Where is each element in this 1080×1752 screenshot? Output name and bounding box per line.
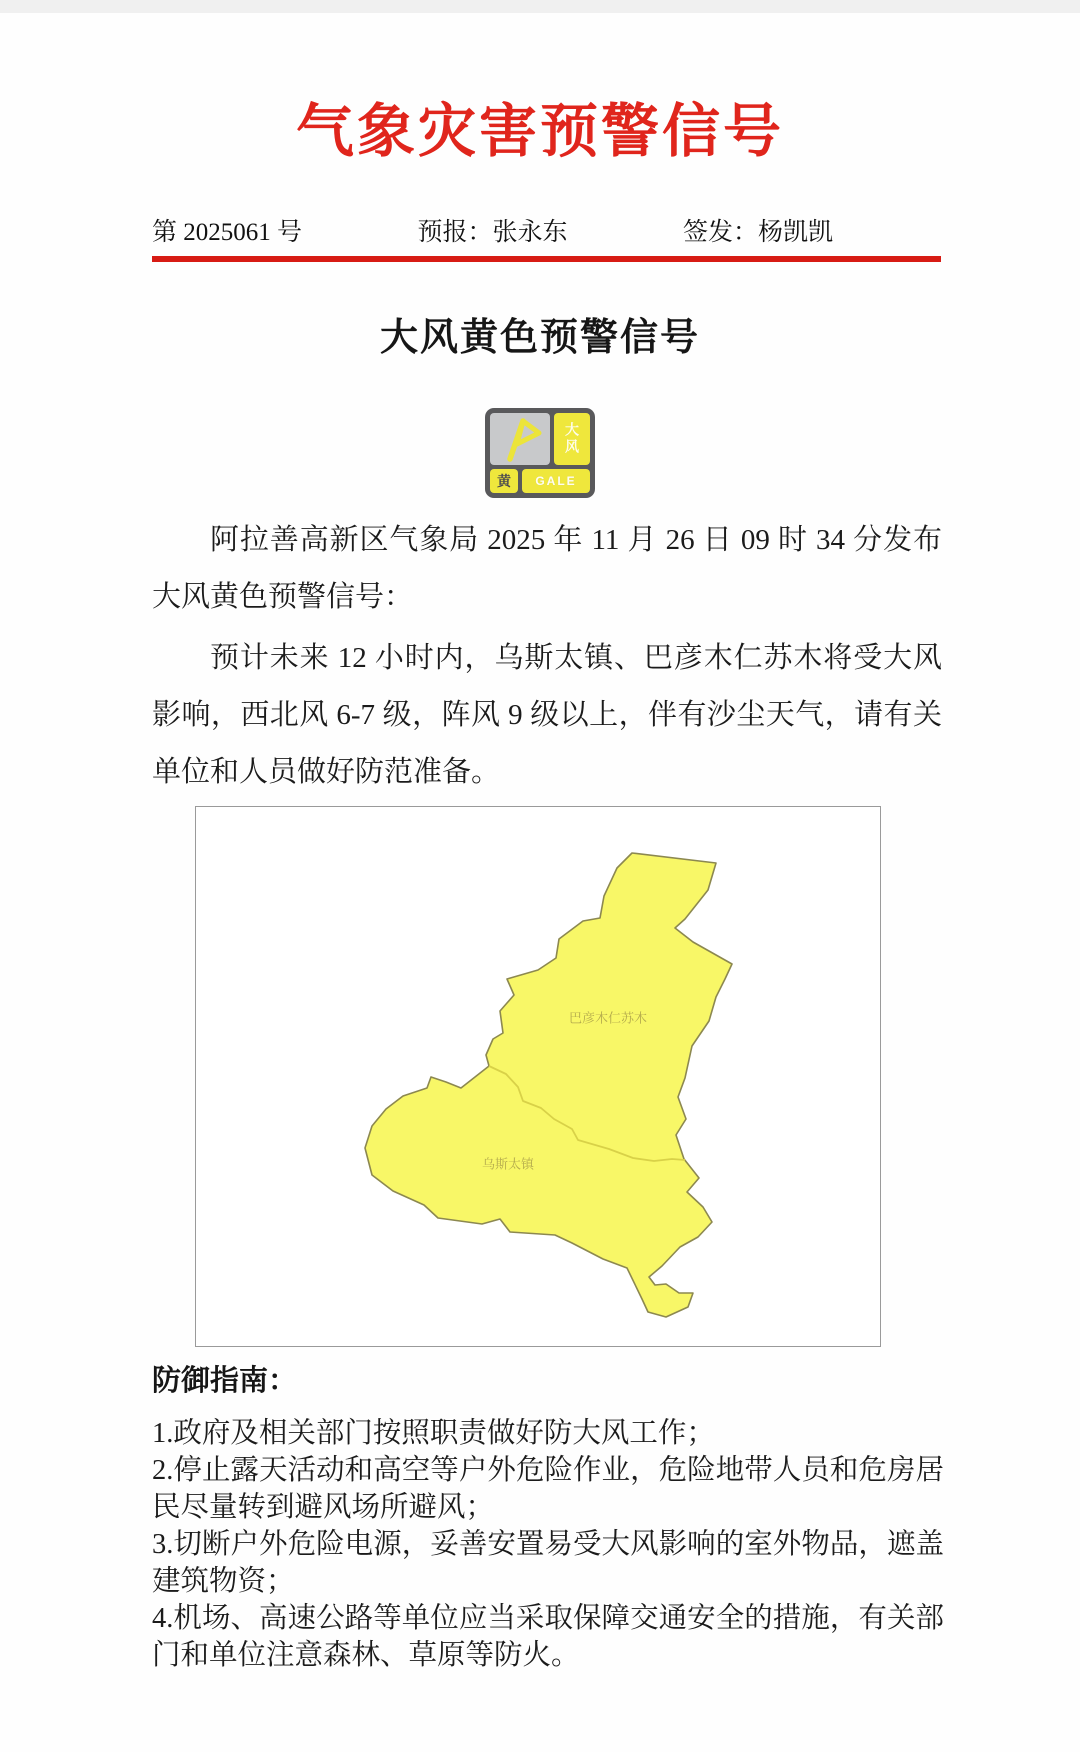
gale-yellow-warning-icon: [485, 408, 595, 498]
body-text: [152, 512, 942, 805]
guideline-item-1: 1.政府及相关部门按照职责做好防大风工作；: [152, 1418, 715, 1449]
forecaster-name: 预报：张永东: [417, 219, 568, 246]
warning-area-shape: [196, 807, 880, 1346]
defense-guidelines: [152, 1358, 944, 1674]
warning-subtitle: 大风黄色预警信号: [379, 317, 700, 359]
guideline-item-4: 4.机场、高速公路等单位应当采取保障交通安全的措施，有关部门和单位注意森林、草原等防火。: [152, 1603, 944, 1671]
warning-type-label: 大风: [554, 413, 590, 465]
warning-gale-label: GALE: [522, 469, 590, 493]
page-title: 气象灾害预警信号: [295, 99, 784, 164]
forecast-paragraph: 预计未来 12 小时内，乌斯太镇、巴彦木仁苏木将受大风影响，西北风 6-7 级，阵风 9 级以上，伴有沙尘天气，请有关单位和人员做好防范准备。: [152, 642, 942, 788]
issuer-name: 签发：杨凯凯: [682, 219, 833, 246]
document-meta-row: [152, 212, 941, 248]
guideline-item-3: 3.切断户外危险电源，妥善安置易受大风影响的室外物品，遮盖建筑物资；: [152, 1529, 944, 1597]
guidelines-heading: 防御指南：: [152, 1365, 298, 1397]
issuance-paragraph: 阿拉善高新区气象局 2025 年 11 月 26 日 09 时 34 分发布大风黄色预警信号：: [152, 524, 942, 613]
wind-flag-icon: [490, 413, 550, 465]
map-label-bayanmuren-sumu: 巴彦木仁苏木: [568, 1010, 648, 1026]
doc-number: 第 2025061 号: [152, 219, 303, 246]
warning-area-map: [195, 806, 881, 1347]
page-top-edge: [0, 0, 1080, 13]
warning-level-label: 黄: [490, 469, 518, 493]
map-label-wusitai-town: 乌斯太镇: [481, 1156, 535, 1172]
header-rule: [152, 256, 941, 262]
guideline-item-2: 2.停止露天活动和高空等户外危险作业，危险地带人员和危房居民尽量转到避风场所避风；: [152, 1455, 944, 1523]
